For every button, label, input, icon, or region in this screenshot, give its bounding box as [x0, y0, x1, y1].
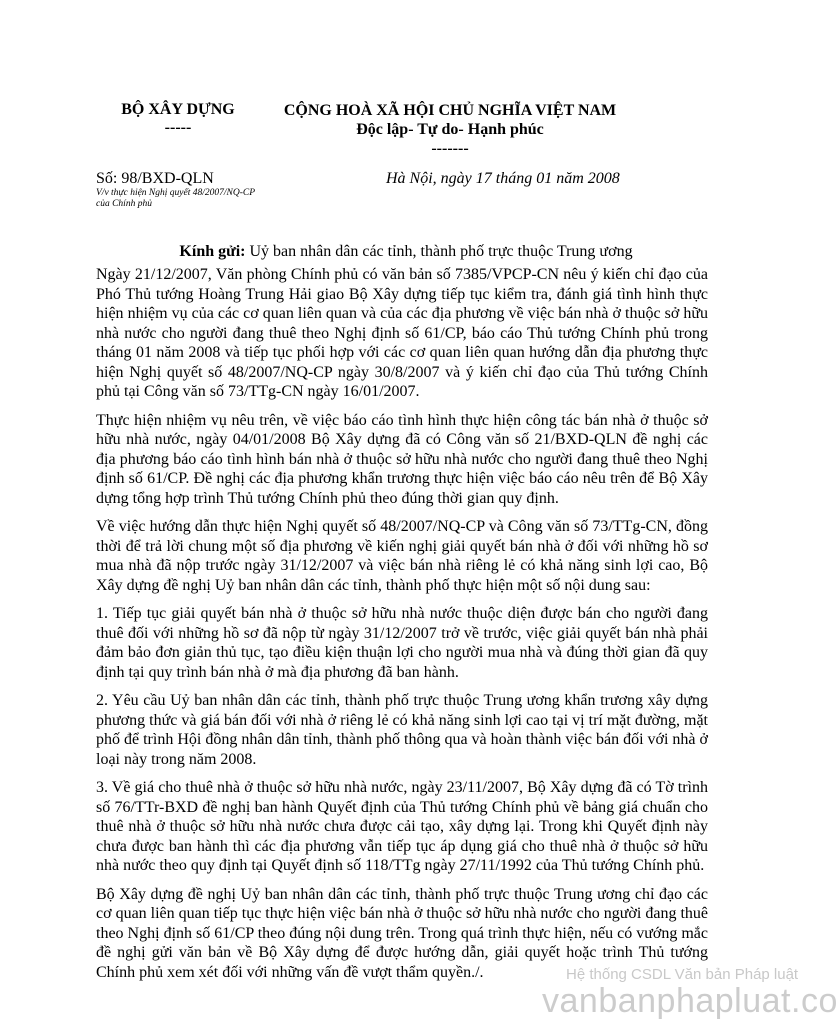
document-number: Số: 98/BXD-QLN	[96, 170, 214, 187]
place-and-date: Hà Nội, ngày 17 tháng 01 năm 2008	[386, 170, 620, 187]
watermark-site: vanbanphapluat.co	[542, 982, 838, 1020]
ministry-block	[108, 101, 248, 137]
body-paragraph: Về việc hướng dẫn thực hiện Nghị quyết số 48/2007/NQ-CP và Công văn số 73/TTg-CN, đồng thời để trả lời chung một số địa phương về kiến nghị giải quyết bán nhà ở đối với những hồ sơ mua nhà đã nộp trước ngày 31/12/2007 và việc bán nhà riêng lẻ có khả năng sinh lợi cao, Bộ Xây dựng đề nghị Uỷ ban nhân dân các tỉnh, thành phố thực hiện một số nội dung sau:	[96, 518, 708, 594]
watermark-caption: Hệ thống CSDL Văn bản Pháp luật	[566, 966, 799, 983]
body-paragraph: Bộ Xây dựng đề nghị Uỷ ban nhân dân các tỉnh, thành phố trực thuộc Trung ương chỉ đạo các cơ quan liên quan tiếp tục thực hiện việc bán nhà ở thuộc sở hữu nhà nước cho người đang thuê theo Nghị định số 61/CP theo đúng nội dung trên. Trong quá trình thực hiện, nếu có vướng mắc đề nghị gửi văn bản về Bộ Xây dựng để được hướng dẫn, giải quyết hoặc trình Thủ tướng Chính phủ xem xét đối với những vấn đề vượt thẩm quyền./.	[96, 885, 708, 981]
national-title: CỘNG HOÀ XÃ HỘI CHỦ NGHĨA VIỆT NAM	[283, 102, 617, 119]
national-motto: Độc lập- Tự do- Hạnh phúc	[356, 121, 544, 138]
national-header	[270, 101, 630, 158]
national-divider: -------	[431, 140, 469, 157]
recipient-label: Kính gửi:	[179, 243, 246, 260]
body-paragraph: 1. Tiếp tục giải quyết bán nhà ở thuộc sở hữu nhà nước thuộc diện được bán cho người đang thuê đối với những hồ sơ đã nộp từ ngày 31/12/2007 trở về trước, việc giải quyết bán nhà phải đảm bảo đơn giản thủ tục, tạo điều kiện thuận lợi cho người mua nhà và đúng thời gian đã quy định tại quy trình bán nhà ở mà địa phương đã ban hành.	[96, 605, 708, 681]
body-paragraph: Thực hiện nhiệm vụ nêu trên, về việc báo cáo tình hình thực hiện công tác bán nhà ở thuộc sở hữu nhà nước, ngày 04/01/2008 Bộ Xây dựng đã có Công văn số 21/BXD-QLN đề nghị các địa phương báo cáo tình hình bán nhà ở thuộc sở hữu nhà nước cho người đang thuê theo Nghị định số 61/CP. Đề nghị các địa phương khẩn trương thực hiện việc báo cáo nêu trên để Bộ Xây dựng tổng hợp trình Thủ tướng Chính phủ theo đúng thời gian quy định.	[96, 411, 708, 507]
ministry-divider: -----	[164, 119, 192, 136]
recipient-text: Uỷ ban nhân dân các tỉnh, thành phố trực thuộc Trung ương	[245, 243, 633, 260]
document-body	[96, 265, 708, 991]
recipient-line	[96, 243, 716, 261]
document-subject: V/v thực hiện Nghị quyết 48/2007/NQ-CP của Chính phủ	[96, 188, 255, 209]
body-paragraph: Ngày 21/12/2007, Văn phòng Chính phủ có văn bản số 7385/VPCP-CN nêu ý kiến chỉ đạo của Phó Thủ tướng Hoàng Trung Hải giao Bộ Xây dựng tiếp tục kiểm tra, đánh giá tình hình thực hiện nhiệm vụ của các cơ quan liên quan và của các địa phương về việc bán nhà ở thuộc sở hữu nhà nước cho người đang thuê theo Nghị định số 61/CP, báo cáo Thủ tướng Chính phủ trong tháng 01 năm 2008 và tiếp tục phối hợp với các cơ quan liên quan hướng dẫn địa phương thực hiện Nghị quyết số 48/2007/NQ-CP ngày 30/8/2007 và ý kiến chỉ đạo của Thủ tướng Chính phủ tại Công văn số 73/TTg-CN ngày 16/01/2007.	[96, 266, 708, 400]
ministry-name: BỘ XÂY DỰNG	[121, 101, 235, 118]
body-paragraph: 2. Yêu cầu Uỷ ban nhân dân các tỉnh, thành phố trực thuộc Trung ương khẩn trương xây dựng phương thức và giá bán đối với nhà ở riêng lẻ có khả năng sinh lợi cao tại vị trí mặt đường, mặt phố để trình Hội đồng nhân dân tỉnh, thành phố thông qua và hoàn thành việc bán đối với nhà ở loại này trong năm 2008.	[96, 692, 708, 768]
body-paragraph: 3. Về giá cho thuê nhà ở thuộc sở hữu nhà nước, ngày 23/11/2007, Bộ Xây dựng đã có Tờ trình số 76/TTr-BXD đề nghị ban hành Quyết định của Thủ tướng Chính phủ về bảng giá chuẩn cho thuê nhà ở thuộc sở hữu nhà nước chưa được cải tạo, xây dựng lại. Trong khi Quyết định này chưa được ban hành thì các địa phương vẫn tiếp tục áp dụng giá cho thuê nhà ở thuộc sở hữu nhà nước theo quy định tại Quyết định số 118/TTg ngày 27/11/1992 của Thủ tướng Chính phủ.	[96, 779, 708, 874]
